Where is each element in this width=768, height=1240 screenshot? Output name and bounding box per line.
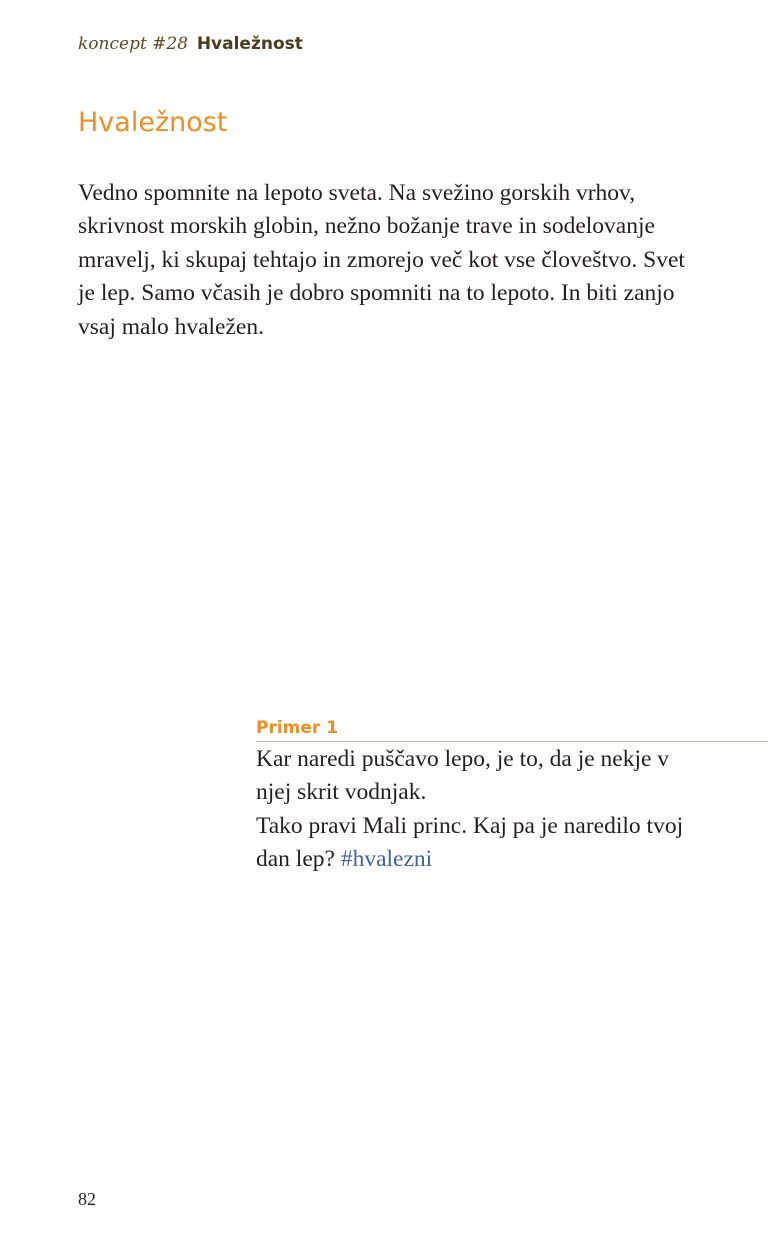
concept-name: Hvaležnost [196, 34, 303, 54]
running-head [78, 32, 303, 56]
example-line-1: Kar naredi puščavo lepo, je to, da je nekje v njej skrit vodnjak. [256, 746, 670, 806]
example-label: Primer 1 [256, 716, 768, 742]
concept-number: koncept #28 [78, 34, 189, 54]
body-paragraph: Vedno spomnite na lepoto sveta. Na svežino gorskih vrhov, skrivnost morskih globin, nežno božanje trave in sodelovanje mravelj, ki skupaj tehtajo in zmorejo več kot vse človeštvo. Svet je lep. Samo včasih je dobro spomniti na to lepoto. In biti zanjo vsaj malo hvaležen. [78, 180, 685, 340]
page-number: 82 [78, 1189, 96, 1209]
example-box [256, 716, 768, 877]
page-title: Hvaležnost [78, 107, 228, 138]
example-text [256, 743, 696, 877]
hashtag-link[interactable]: #hvalezni [340, 846, 433, 873]
example-line-2: Tako pravi Mali princ. Kaj pa je naredilo tvoj dan lep? [256, 812, 684, 873]
